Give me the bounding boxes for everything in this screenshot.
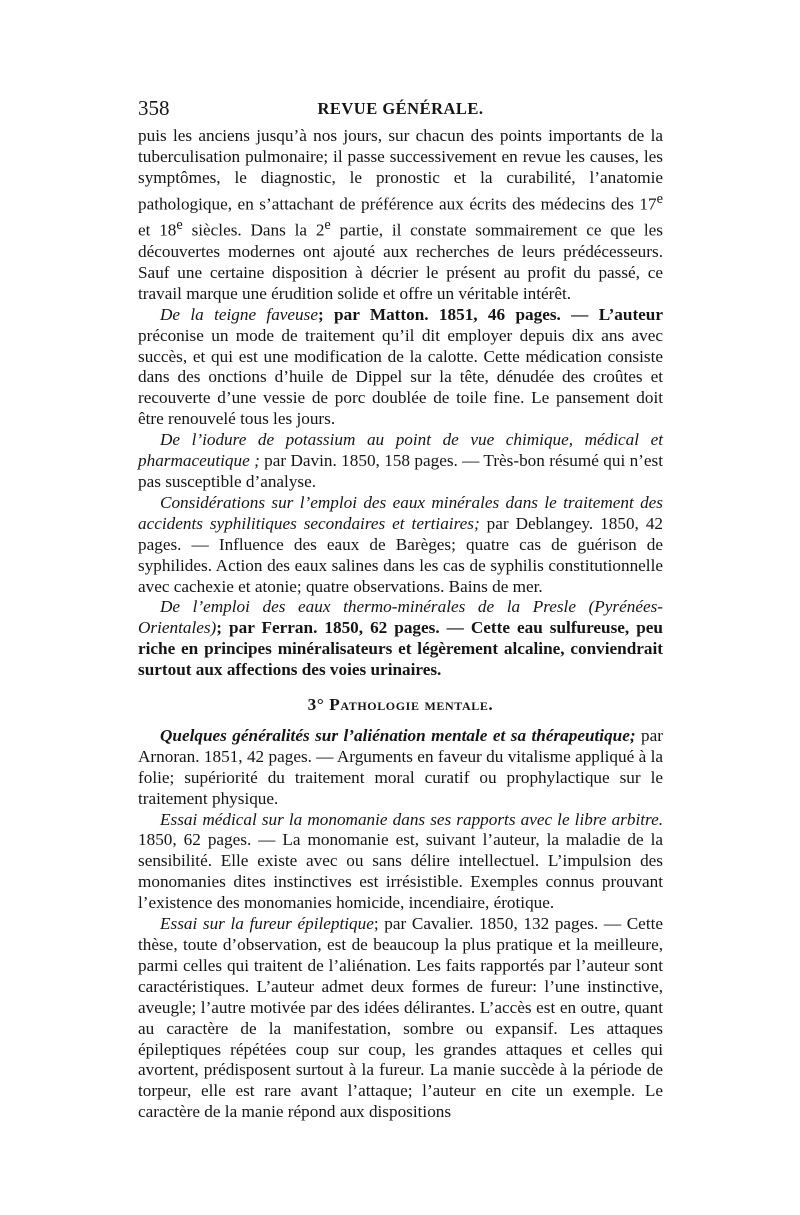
review-entry [138, 597, 663, 681]
review-text: préconise un mode de traitement qu’il dit employer depuis dix ans avec succès, et qui est une modification de la calotte. Cette médication consiste dans des onctions d’huile de Dippel sur la tête, dénudée des croûtes et recouverte d’une vessie de porc doublée de toile fine. Le pansement doit être renouvelé tous les jours. [138, 325, 663, 429]
review-entry [138, 430, 663, 493]
review-entry [138, 726, 663, 810]
running-header [138, 96, 663, 122]
work-title: Considérations sur l’emploi des eaux minérales dans le traitement des accidents syphilitiques secondaires et tertiaires; [138, 492, 663, 533]
bibliographic-info: ; par Matton. 1851, 46 pages. — L’auteur [317, 304, 663, 324]
review-entry [138, 493, 663, 598]
review-entry [138, 914, 663, 1123]
review-text: 1850, 62 pages. — La monomanie est, suivant l’auteur, la maladie de la sensibilité. Elle existe avec ou sans délire intellectuel. L’impulsion des monomanies dites instinctives est irrésistible. Exemples connus prouvant l’existence des monomanies homicide, incendiaire, érotique. [138, 830, 663, 913]
page-number: 358 [138, 96, 170, 120]
review-text: du vitalisme appliqué à la folie; supériorité du traitement moral curatif ou prophylactique sur le traitement physique. [138, 746, 663, 808]
review-text: ; par Ferran. 1850, 62 pages. — Cette eau sulfureuse, peu riche en principes minéralisateurs et légèrement alcaline, conviendrait surtout aux affections des voies urinaires. [138, 618, 663, 680]
work-title: De l’emploi des eaux thermo-minérales de la Presle (Pyrénées-Orientales) [138, 597, 663, 638]
paragraph-text: et 18 [138, 221, 177, 241]
bibliographic-info: par Arnoran. 1851, 42 pages. — Arguments en faveur [138, 725, 664, 766]
section-title: Pathologie mentale. [329, 695, 494, 715]
work-title: Quelques généralités sur l’aliénation mentale et sa thérapeutique; [160, 725, 636, 745]
paragraph-text: siècles. Dans la 2 [182, 221, 325, 241]
superscript: e [324, 217, 331, 234]
section-heading [138, 695, 663, 716]
page-body [138, 126, 663, 1123]
superscript: e [176, 217, 183, 234]
review-text: quatre cas de guérison de syphilides. Action des eaux salines dans les cas de syphilis constitutionnelle avec cachexie et atonie; quatre observations. Bains de mer. [138, 534, 663, 596]
work-title: Essai médical sur la monomanie dans ses rapports avec le libre arbitre. [160, 809, 663, 829]
paragraph [138, 126, 663, 305]
review-entry [138, 305, 663, 430]
review-entry [138, 810, 663, 915]
review-text: ; par Cavalier. 1850, 132 pages. — Cette thèse, toute d’observation, est de beaucoup la plus pratique et la meilleure, parmi celles qui traitent de l’aliénation. Les faits rapportés par l’auteur sont caractéristiques. L’auteur admet deux formes de fureur: l’une instinctive, aveugle; l’autre motivée par des idées délirantes. L’accès est en outre, quant au caractère de la manifestation, sombre ou expansif. Les attaques épileptiques répétées coup sur coup, les grandes attaques et celles qui avortent, prédisposent surtout à la fureur. La manie succède à la période de torpeur, elle est rare avant l’attaque; l’auteur en cite un exemple. Le caractère de la manie répond aux dispositions [138, 914, 663, 1122]
bibliographic-info: par Deblangey. 1850, 42 pages. — Influence des eaux de Barèges; [138, 513, 664, 554]
work-title: De la teigne faveuse [160, 304, 318, 324]
paragraph-text: partie, il constate sommairement ce que les découvertes modernes ont ajouté aux recherches de leurs prédécesseurs. Sauf une certaine disposition à décrier le présent au profit du passé, ce travail marque une érudition solide et offre un véritable intérêt. [138, 221, 663, 303]
running-title: REVUE GÉNÉRALE. [317, 99, 484, 118]
section-number: 3° [307, 695, 330, 715]
work-title: De l’iodure de potassium au point de vue chimique, médical et pharmaceutique ; [138, 430, 663, 471]
work-title: Essai sur la fureur épileptique [160, 914, 374, 934]
paragraph-text: puis les anciens jusqu’à nos jours, sur chacun des points importants de la tuberculisation pulmonaire; il passe successivement en revue les causes, les symptômes, le diagnostic, le pronostic et la curabilité, l’anatomie pathologique, en s’attachant de préférence aux écrits des médecins des 17 [138, 126, 663, 214]
review-text: par Davin. 1850, 158 pages. — Très-bon résumé qui n’est pas susceptible d’analyse. [138, 451, 663, 491]
superscript: e [656, 190, 663, 207]
